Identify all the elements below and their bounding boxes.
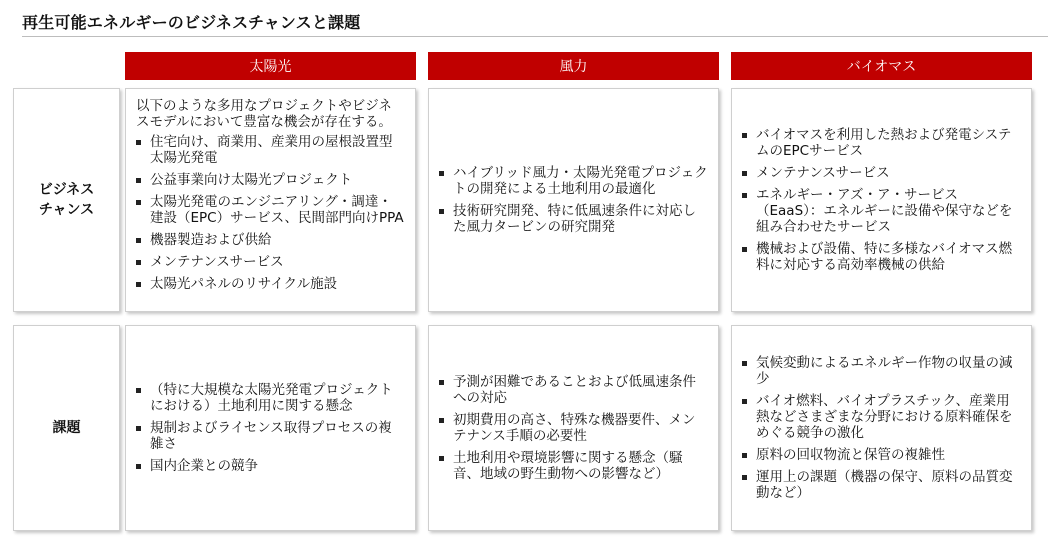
list-item: 予測が困難であることおよび低風速条件への対応 <box>437 374 708 406</box>
list-item: ハイブリッド風力・太陽光発電プロジェクトの開発による土地利用の最適化 <box>437 165 708 197</box>
bullet-list <box>134 134 405 292</box>
column-header-wind: 風力 <box>428 52 719 80</box>
list-item: 土地利用や環境影響に関する懸念（騒音、地域の野生動物への影響など） <box>437 450 708 482</box>
list-item: 機器製造および供給 <box>134 232 405 248</box>
list-item: メンテナンスサービス <box>134 254 405 270</box>
list-item: メンテナンスサービス <box>740 165 1021 181</box>
bullet-list <box>740 355 1021 501</box>
page-title: 再生可能エネルギーのビジネスチャンスと課題 <box>22 13 361 32</box>
list-item: 規制およびライセンス取得プロセスの複雑さ <box>134 420 405 452</box>
list-item: バイオマスを利用した熱および発電システムのEPCサービス <box>740 127 1021 159</box>
cell-wind-opportunity <box>428 88 719 312</box>
list-item: 初期費用の高さ、特殊な機器要件、メンテナンス手順の必要性 <box>437 412 708 444</box>
cell-biomass-challenges <box>731 325 1032 531</box>
column-header-solar: 太陽光 <box>125 52 416 80</box>
list-item: 機械および設備、特に多様なバイオマス燃料に対応する高効率機械の供給 <box>740 241 1021 273</box>
list-item: 太陽光発電のエンジニアリング・調達・建設（EPC）サービス、民間部門向けPPA <box>134 194 405 226</box>
list-item: 技術研究開発、特に低風速条件に対応した風力タービンの研究開発 <box>437 203 708 235</box>
list-item: 運用上の課題（機器の保守、原料の品質変動など） <box>740 469 1021 501</box>
title-divider <box>22 36 1048 37</box>
list-item: エネルギー・アズ・ア・サービス（EaaS）：エネルギーに設備や保守などを組み合わせたサービス <box>740 187 1021 235</box>
bullet-list <box>437 165 708 235</box>
list-item: 住宅向け、商業用、産業用の屋根設置型太陽光発電 <box>134 134 405 166</box>
list-item: バイオ燃料、バイオプラスチック、産業用熱などさまざまな分野における原料確保をめぐる競争の激化 <box>740 393 1021 441</box>
cell-wind-challenges <box>428 325 719 531</box>
list-item: 気候変動によるエネルギー作物の収量の減少 <box>740 355 1021 387</box>
bullet-list <box>437 374 708 482</box>
list-item: 国内企業との競争 <box>134 458 405 474</box>
bullet-list <box>134 382 405 474</box>
row-header-business-opportunity: ビジネス チャンス <box>13 88 120 312</box>
column-header-biomass: バイオマス <box>731 52 1032 80</box>
row-header-challenges: 課題 <box>13 325 120 531</box>
list-item: 原料の回収物流と保管の複雑性 <box>740 447 1021 463</box>
list-item: 太陽光パネルのリサイクル施設 <box>134 276 405 292</box>
cell-biomass-opportunity <box>731 88 1032 312</box>
cell-solar-challenges <box>125 325 416 531</box>
bullet-list <box>740 127 1021 273</box>
cell-solar-opportunity <box>125 88 416 312</box>
list-item: 公益事業向け太陽光プロジェクト <box>134 172 405 188</box>
list-item: （特に大規模な太陽光発電プロジェクトにおける）土地利用に関する懸念 <box>134 382 405 414</box>
cell-intro-text: 以下のような多用なプロジェクトやビジネスモデルにおいて豊富な機会が存在する。 <box>136 98 392 130</box>
